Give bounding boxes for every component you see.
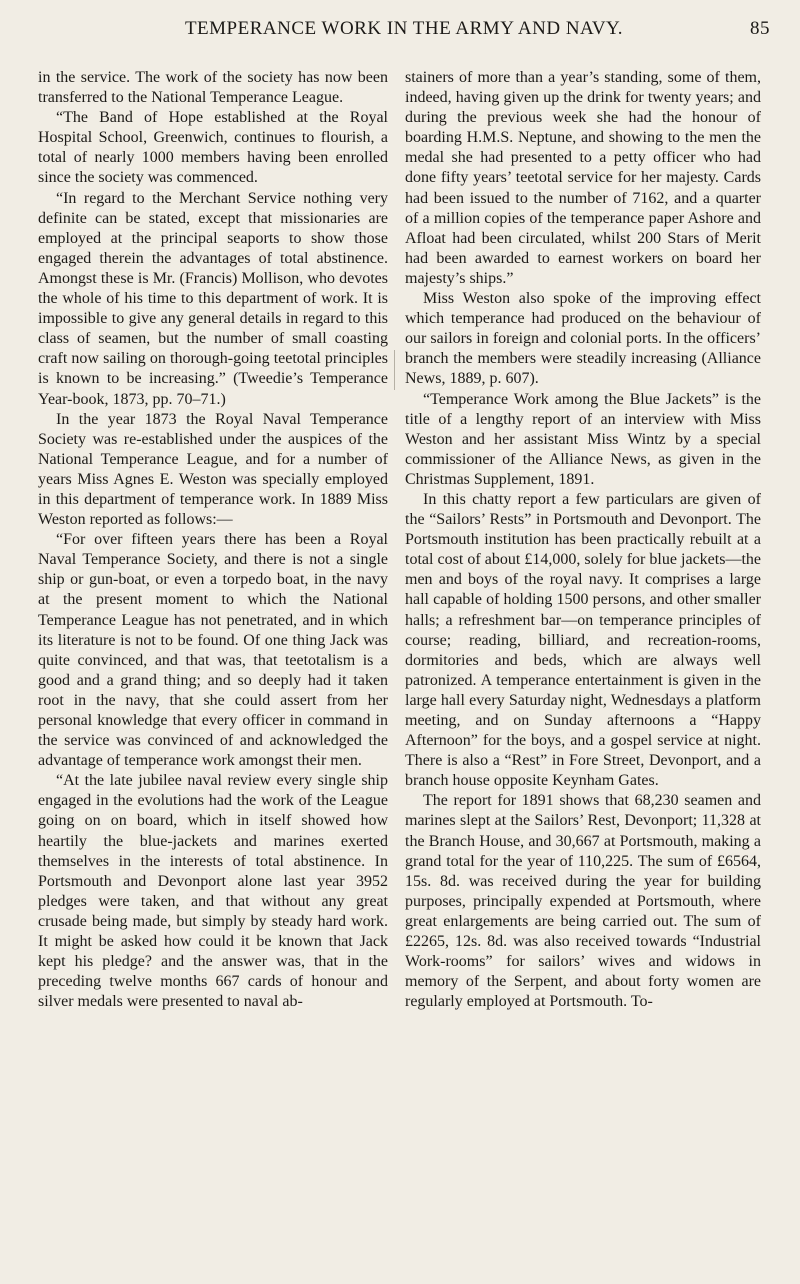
paragraph: Miss Weston also spoke of the improving effect which temperance had produced on the behaviour of our sailors in foreign and colonial ports. In the officers’ branch the members were steadily increasing (Alliance News, 1889, p. 607). [405,290,761,388]
paragraph: “For over fifteen years there has been a Royal Naval Temperance Society, and there is not a single ship or gun-boat, or even a torpedo boat, in the navy at the present moment to which the National Temperance League has not penetrated, and in which its literature is not to be found. Of one thing Jack was quite convinced, and that was, that teetotalism is a good and a grand thing; and so deeply had it taken root in the navy, that she could assert from her personal knowledge that every officer in command in the service was convinced of and acknowledged the advantage of temperance work amongst their men. [38,531,388,770]
paragraph: The report for 1891 shows that 68,230 seamen and marines slept at the Sailors’ Rest, Devonport; 11,328 at the Branch House, and 30,667 at Portsmouth, making a grand total for the year of 110,225. The sum of £6564, 15s. 8d. was received during the year for building purposes, principally expended at Portsmouth, where great enlargements are being carried out. The sum of £2265, 12s. 8d. was also received towards “Industrial Work-rooms” for sailors’ wives and widows in memory of the Serpent, and about forty women are regularly employed at Portsmouth. To- [405,792,761,1011]
paragraph: stainers of more than a year’s standing, some of them, indeed, having given up the drink for twenty years; and during the previous week she had the honour of boarding H.M.S. Neptune, and showing to the men the medal she had presented to a petty officer who had done fifty years’ teetotal service for her majesty. Cards had been issued to the number of 7162, and a quarter of a million copies of the temperance paper Ashore and Afloat had been circulated, whilst 200 Stars of Merit had been awarded to earnest workers on board her majesty’s ships.” [405,69,761,287]
right-column [405,68,761,1012]
running-head [38,18,770,46]
paragraph: “In regard to the Merchant Service nothing very definite can be stated, except that missionaries are employed at the principal seaports to show those engaged therein the advantages of total abstinence. Amongst these is Mr. (Francis) Mollison, who devotes the whole of his time to this department of work. It is impossible to give any general details in regard to this class of seamen, but the number of small coasting craft now sailing on thorough-going teetotal principles is known to be increasing.” (Tweedie’s Temperance Year-book, 1873, pp. 70–71.) [38,189,388,408]
paragraph: “At the late jubilee naval review every single ship engaged in the evolutions had the work of the League going on on board, which in itself showed how heartily the blue-jackets and marines exerted themselves in the interests of total abstinence. In Portsmouth and Devonport alone last year 3952 pledges were taken, and that without any great crusade being made, but simply by steady hard work. It might be asked how could it be known that Jack kept his pledge? and the answer was, that in the preceding twelve months 667 cards of honour and silver medals were presented to naval ab- [38,772,388,1011]
paragraph: “The Band of Hope established at the Royal Hospital School, Greenwich, continues to flourish, a total of nearly 1000 members having been enrolled since the society was commenced. [38,109,388,187]
page-number: 85 [750,18,770,39]
left-column [38,68,388,1012]
paragraph: in the service. The work of the society has now been transferred to the National Temperance League. [38,69,388,107]
paragraph: In this chatty report a few particulars are given of the “Sailors’ Rests” in Portsmouth and Devonport. The Portsmouth institution has been practically rebuilt at a total cost of about £14,000, solely for blue jackets—the men and boys of the royal navy. It comprises a large hall capable of holding 1500 persons, and other smaller halls; a refreshment bar—on temperance principles of course; reading, billiard, and recreation-rooms, dormitories and beds, which are always well patronized. A temperance entertainment is given in the large hall every Saturday night, Wednesdays a platform meeting, and on Sunday afternoons a “Happy Afternoon” for the boys, and a gospel service at night. There is also a “Rest” in Fore Street, Devonport, and a branch house opposite Keynham Gates. [405,490,761,790]
paragraph: “Temperance Work among the Blue Jackets” is the title of a lengthy report of an interview with Miss Weston and her assistant Miss Wintz by a special commissioner of the Alliance News, as given in the Christmas Supplement, 1891. [405,390,761,488]
running-title: TEMPERANCE WORK IN THE ARMY AND NAVY. [184,18,624,39]
paragraph: In the year 1873 the Royal Naval Temperance Society was re-established under the auspices of the National Temperance League, and for a number of years Miss Agnes E. Weston was specially employed in this department of temperance work. In 1889 Miss Weston reported as follows:— [38,410,388,529]
column-divider [394,350,395,390]
